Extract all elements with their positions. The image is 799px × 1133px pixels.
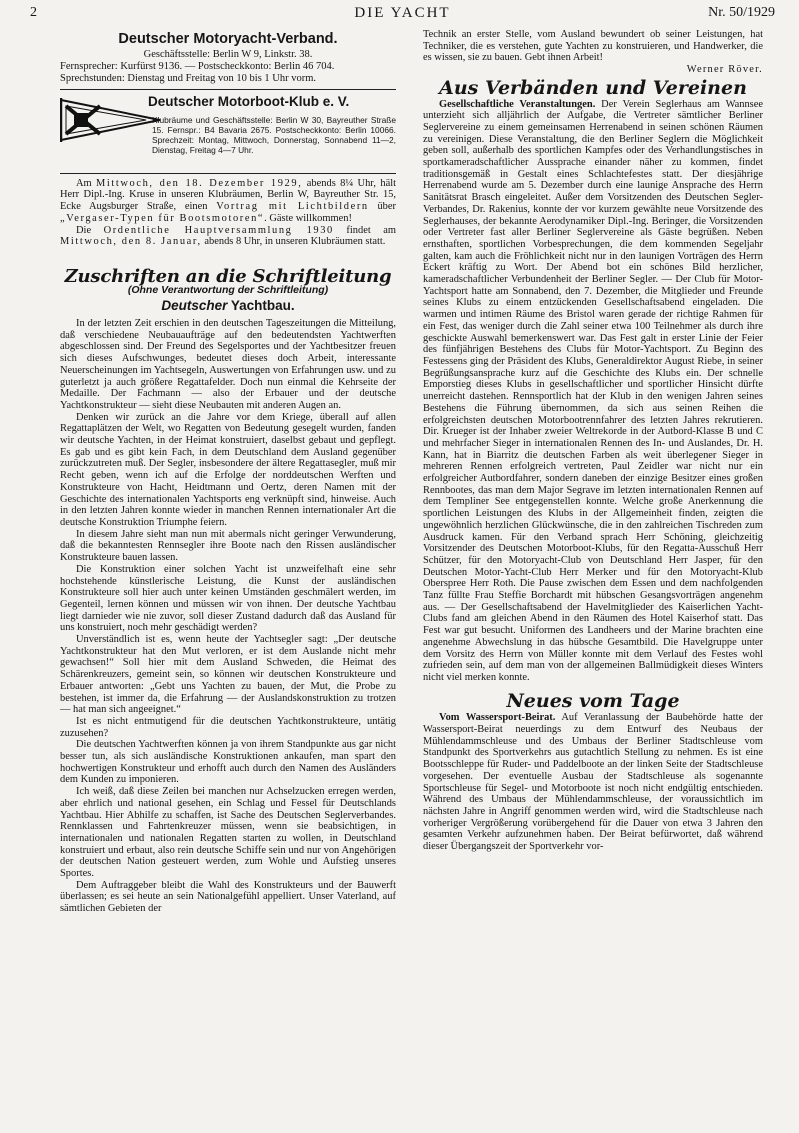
club-pennant-icon	[60, 98, 162, 142]
verband-title: Deutscher Motoryacht-Verband.	[118, 31, 338, 47]
verband-hours: Sprechstunden: Dienstag und Freitag von 10 bis 1 Uhr vorm.	[60, 72, 317, 84]
verband-address: Geschäftsstelle: Berlin W 9, Linkstr. 38.	[143, 48, 313, 60]
article-paragraph: In der letzten Zeit erschien in den deutschen Tageszeitungen die Mitteilung, daß verschiedene Neubauaufträge auf den bedeutendsten Yachtwerften abgeschlossen sind. Der Freund des Segelsportes und der Yachtbesitzer freuen sich dieses Aufschwunges, bedeutet dieses doch Arbeit, interessante Neuerscheinungen im Yachtsegeln, Auswertungen von Erfahrungen usw. und zu guterletzt ja auch größere Regattafelder. Doch nun einmal die Kehrseite der Medaille. Der Fachmann — also der Erbauer und der deutsche Yachtkonstrukteur — sieht diese Neubauten mit anderen Augen an.	[60, 318, 396, 411]
verbaende-title: Aus Verbänden und Vereinen	[439, 76, 747, 99]
article-paragraph: Denken wir zurück an die Jahre vor dem Kriege, überall auf allen Regattaplätzen der Welt, wo Regatten von Bedeutung gesegelt wurden, fanden wir deutsche Yachten, in der Heimat konstruiert, daselbst gebaut und gepflegt. Es gab und es gibt kein Fach, in dem Deutschland dem Ausland gegenüber zurückzutreten muß. Der Segler, insbesondere der ältere Regattasegler, muß mir Recht geben, wenn ich auf die Erfolge der norddeutschen Werften und Konstrukteure von Hacht, Heidtmann und Oertz, deren Namen mit der Geschichte des internationalen Yachtsports eng verknüpft sind, hinweise. Auch in den letzten Jahren konnte wieder in manchen Rennen internationaler Art die deutsche Konstruktion Triumphe feiern.	[60, 411, 396, 528]
klub-versammlung-paragraph: Die Ordentliche Hauptversammlung 1930 findet am Mittwoch, den 8. Januar, abends 8 Uhr, in unseren Klubräumen statt.	[60, 224, 397, 248]
right-column	[423, 29, 763, 853]
article-title: Deutscher Yachtbau.	[161, 298, 295, 314]
article-signature: Werner Röver.	[686, 64, 763, 76]
article-paragraph: Ich weiß, daß diese Zeilen bei manchen nur Achselzucken erregen werden, aber ehrlich und national gesehen, ein Schlag und Fessel für Deutschlands Yachtbau. Hier Abhilfe zu schaffen, ist Sache des Deutschen Seglerverbandes. Rennklassen und Fahrtenkreuzer müssen, wenn sie beabsichtigen, in internationalen und nationalen Regatten starten zu wollen, in Deutschland konstruiert und erbaut, also rein deutsche Schiffe sein und nur von Angehörigen der deutschen Nation gesteuert werden, zum Wohle und Aufstieg unseres Sportes.	[60, 786, 396, 880]
neues-title: Neues vom Tage	[506, 689, 680, 712]
issue-number: Nr. 50/1929	[708, 5, 775, 20]
running-title: DIE YACHT	[354, 5, 451, 21]
page-number: 2	[30, 5, 37, 20]
verband-phone: Fernsprecher: Kurfürst 9136. — Postscheckkonto: Berlin 46 704.	[60, 60, 335, 72]
klub-vortrag-paragraph: Am Mittwoch, den 18. Dezember 1929, abends 8¼ Uhr, hält Herr Dipl.-Ing. Kruse in unseren Klubräumen, Berlin W, Bayreuther Str. 15, Ecke Augsburger Straße, einen Vortrag mit Lichtbildern über „Vergaser-Typen für Bootsmotoren“. Gäste willkommen!	[60, 177, 397, 224]
zuschriften-subtitle: (Ohne Verantwortung der Schriftleitung)	[127, 283, 329, 296]
beirat-paragraph: Vom Wassersport-Beirat. Auf Veranlassung der Baubehörde hatte der Wassersport-Beirat neuerdings zu dem Entwurf des Neubaus der Mühlendammschleuse und des Umbaus der Berliner Stadtschleuse vom Standpunkt des Sportverkehrs aus gutachtlich Stellung zu nehmen. Es ist eine Bootsschleppe für Ruder- und Paddelboote an der linken Seite der Stadtschleuse vorgesehen. Der eventuelle Ausbau der Stadtschleuse als sogenannte Sportschleuse für Segel- und Motorboote ist noch nicht endgültig entschieden. Während des Umbaus der Mühlendammschleuse, der voraussichtlich im nächsten Jahre in Angriff genommen werden wird, wird die Stadtschleuse nach vorheriger Vergrößerung vorübergehend für die Dauer von etwa 3 Jahren den gesamten Verkehr aufzunehmen haben. Der Beirat befürwortet, daß während dieser Übergangszeit der Sportverkehr vor-	[423, 712, 763, 853]
article-paragraph: Dem Auftraggeber bleibt die Wahl des Konstrukteurs und der Bauwerft überlassen; es sei heute an sein Nationalgefühl appelliert. Unser Vaterland, auf sämtlichen Gebieten der	[60, 879, 396, 915]
article-paragraph: Ist es nicht entmutigend für die deutschen Yachtkonstrukteure, untätig zuzusehen?	[60, 715, 396, 739]
article-paragraph: In diesem Jahre sieht man nun mit abermals nicht geringer Verwunderung, daß die bekanntesten Rennsegler ihre Boote nach den Rissen ausländischer Konstrukteure bauen lassen.	[60, 528, 396, 564]
page-header	[30, 5, 775, 25]
left-column	[60, 31, 397, 915]
gesellschaft-paragraph: Gesellschaftliche Veranstaltungen. Der Verein Seglerhaus am Wannsee unterzieht sich alljährlich der Aufgabe, die Vertreter sämtlicher Berliner Seglervereine zu einem gemeinsamen Herrenabend in seinen schönen Räumen zu vereinigen. Diese Veranstaltung, die den Berliner Seglern die Möglichkeit geben soll, außerhalb des sportlichen Kampfes oder des Verhandlungstisches in sportkameradschaftlicher Aussprache einander näher zu kommen, findet traditionsgemäß in Gestalt eines Schlachtefestes statt. Der diesjährige Herrenabend wurde am 5. Dezember durch eine launige Ansprache des Herrn Sanitätsrat Brasch eingeleitet. Außer dem Vorsitzenden des Deutschen Segler-Verbandes, Dr. Rakenius, konnte der vor kurzem gewählte neue Vorsitzende des Seglerhauses, der bekannte Aerodynamiker Dipl.-Ing. Beringer, die Vorsitzenden oder Vertreter fast aller Berliner Seglervereine als Gäste begrüßen. Neben ernsthaften, sportlichen Vorbesprechungen, die dem kommenden Segeljahr galten, kam auch die Fröhlichkeit nicht nur in den launigen Vorträgen des Herrn Eckert kräftig zu Wort. Der Abend bot ein schönes Bild herzlicher, kameradschaftlicher Verbundenheit der Berliner Segler. — Der Club für Motor-Yachtsport hatte am Sonnabend, den 7. Dezember, die Mitglieder und Freunde seines Klubs zu einem entzückenden Gesellschaftsabend eingeladen. Die warmen und intimen Räume des Bristol waren gerade der richtige Rahmen für ein Fest, das weniger durch die Zahl seiner etwa 100 Teilnehmer als durch ihre geschickte Auswahl bemerkenswert war. Das Fest galt in erster Linie der Feier des fünfjährigen Bestehens des Clubs für Motor-Yachtsport. Zu Beginn des Festessens ging der Präsident des Klubs, Generaldirektor August Riebe, in seiner Begrüßungsansprache kurz auf die Geschichte des Klubs ein. Der schnelle Emporstieg dieses Klubs in gesellschaftlicher und sportlicher Hinsicht dürfte unerreicht dastehen. Rennsportlich hat der Klub in den wenigen Jahren seines Bestehens die Führung übernommen, da sich aus seinen Reihen die erfolgreichsten deutschen Motorbootrennfahrer des letzten Jahres rekrutieren. Dir. Krueger ist der Inhaber zweier Weltrekorde in der Autbord-Klasse B und C und mehrfacher Sieger in internationalen Rennen des In- und Auslandes, Dr. H. Kann, hat in Biarritz die deutschen Farben als weit überlegener Sieger in mehreren Rennen erfolgreich vertreten, Paul Zeidler war nicht nur ein erfolgreicher Autbordfahrer, sondern daneben der einzige Besitzer eines großen Rennbootes, das man dem Major Segrave im letzten internationalen Rennen auf dem Templiner See entgegenstellen konnte. Welche große Anerkennung die sportlichen Leistungen des Klubs in der Allgemeinheit finden, zeigten die ungewöhnlich herzlichen Glückwünsche, die in den zahlreichen Tischreden zum Ausdruck kamen. Für den Verband sprach Herr Schöning, gleichzeitig Vorsitzender des Deutschen Motorboot-Klubs, für den Regatta-Ausschuß Herr Schützer, für den Motoryacht-Club von Deutschland Herr Jasper, für den Deutschen Motor-Yacht-Club Herr Merker und für den Motoryacht-Klub Oberspree Herr Roth. Die Pause zwischen dem Essen und dem nachfolgenden Tanz füllte Frau Steffie Borchardt mit hübschen Gesangsvorträgen angenehm aus. — Der Gesellschaftsabend der Havelmitglieder des Kaiserlichen Yacht-Clubs fand am gleichen Abend in den Räumen des Hotel Kaiserhof statt. Das Fest war gut besucht. Uniformen des Landheers und der Marine brachten eine angenehme Abwechslung in das hübsche Gesamtbild. Die Havelgruppe unter dem Vorsitz des Herrn von Müller konnte mit dem Verlauf des Festes wohl zufrieden sein, auf dem man von der allgemeinen Ballmüdigkeit dieses Winters nicht viel merken konnte.	[423, 98, 763, 683]
article-paragraph: Unverständlich ist es, wenn heute der Yachtsegler sagt: „Der deutsche Yachtkonstrukteur hat den Mut verloren, er ist dem Auslande nicht mehr gewachsen!“ Soll hier mit dem Ausland Schweden, die Heimat des Schärenkreuzers, gemeint sein, so können wir deutschen Konstrukteure und Erbauer antworten: „Gebt uns Yachten zu bauen, der Mut, die Probe zu bestehen, ist immer da, die Erfahrung — der Auslandskonstruktion zu trotzen — hat man sich angeeignet.“	[60, 634, 396, 716]
article-continuation: Technik an erster Stelle, vom Ausland bewundert ob seiner Leistungen, hat Techniker, die es verstehen, gute Yachten zu konstruieren, und Handwerker, die es wissen, sie zu bauen. Gebt ihnen Arbeit!	[423, 29, 763, 64]
klub-info: Klubräume und Geschäftsstelle: Berlin W 30, Bayreuther Straße 15. Fernspr.: B4 Bavaria 2675. Postscheckkonto: Berlin 10066. Sprechzeit: Montag, Mittwoch, Donnerstag, Sonnabend 11—2, Dienstag, Freitag 4—7 Uhr.	[152, 114, 396, 156]
article-paragraph: Die Konstruktion einer solchen Yacht ist unzweifelhaft eine sehr hochstehende künstlerische Leistung, die Kunst der ausländischen Konstrukteure soll hier auch unter keinen Umständen geschmälert werden, im Gegenteil, lernen können und müssen wir von ihnen. Der deutsche Yachtbau liegt darnieder wie nie zuvor, soll dieser Zustand dadurch daß das Ausland für uns konstruiert, noch mehr geschädigt werden?	[60, 563, 396, 634]
article-paragraph: Die deutschen Yachtwerften können ja von ihrem Standpunkte aus gar nicht besser tun, als sich ausländische Konstruktionen ankaufen, man spart den hochwertigen Konstrukteur und erhofft auch durch den Namen des Ausländers dem Kunden zu imponieren.	[60, 739, 396, 786]
divider	[60, 173, 396, 174]
zuschriften-title: Zuschriften an die Schriftleitung	[64, 265, 392, 287]
divider	[60, 89, 396, 90]
klub-header	[60, 93, 396, 173]
klub-title: Deutscher Motorboot-Klub e. V.	[148, 93, 350, 109]
